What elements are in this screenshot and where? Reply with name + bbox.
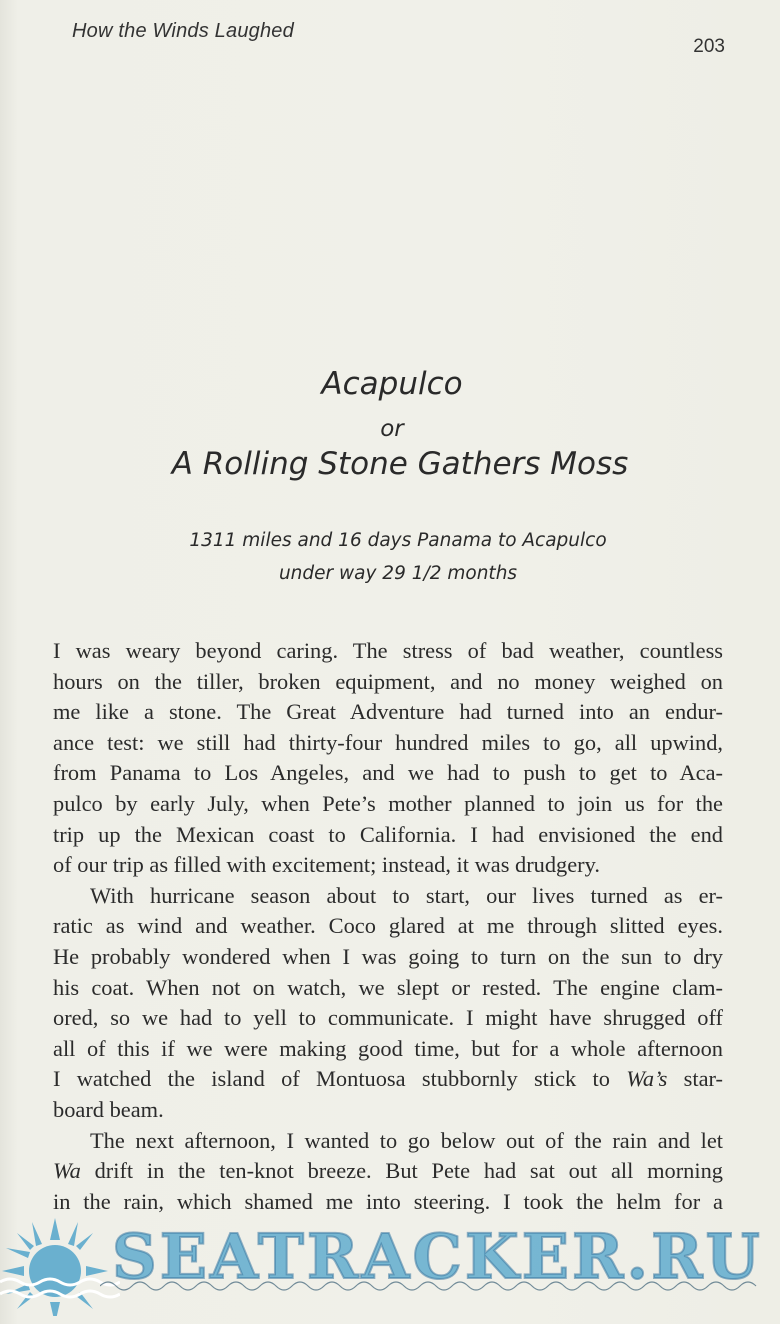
text-line: board beam. [53,1096,164,1122]
text-line: With hurricane season about to start, our lives turned as er- [90,882,723,908]
chapter-title-main: Acapulco [321,366,463,402]
text-line: all of this if we were making good time, but for a whole afternoon [53,1035,723,1061]
text-line: ratic as wind and weather. Coco glared at me through slitted eyes. [53,913,723,939]
text-segment: star- [683,1066,723,1092]
page-number: 203 [693,36,725,57]
text-line: me like a stone. The Great Adventure had turned into an endur- [53,699,723,725]
text-segment: drift in the ten-knot breeze. But Pete had sat out all morning [94,1158,723,1184]
sun-wave-icon [0,1216,120,1316]
text-line: his coat. When not on watch, we slept or rested. The engine clam- [53,974,723,1000]
text-segment: I watched the island of Montuosa stubbornly stick to [53,1066,610,1092]
boat-name: Wa [53,1158,81,1184]
boat-name: Wa’s [626,1066,668,1092]
body-text [53,636,723,1217]
text-line: ored, so we had to yell to communicate. I might have shrugged off [53,1005,723,1031]
running-head: How the Winds Laughed [72,20,294,42]
text-line [53,1064,723,1095]
text-line: trip up the Mexican coast to California. I had envisioned the end [53,821,723,847]
text-line: hours on the tiller, broken equipment, and no money weighed on [53,668,723,694]
text-line: from Panama to Los Angeles, and we had to push to get to Aca- [53,760,723,786]
text-line: of our trip as filled with excitement; instead, it was drudgery. [53,852,600,878]
text-line [53,1156,723,1187]
text-line: The next afternoon, I wanted to go below out of the rain and let [90,1127,723,1153]
watermark-text: SEATRACKER.RU [112,1220,763,1293]
text-line: He probably wondered when I was going to turn on the sun to dry [53,943,723,969]
chapter-title-alt: A Rolling Stone Gathers Moss [171,446,629,482]
text-line: in the rain, which shamed me into steering. I took the helm for a [53,1188,723,1214]
text-line: pulco by early July, when Pete’s mother planned to join us for the [53,790,723,816]
text-line: I was weary beyond caring. The stress of bad weather, countless [53,638,723,663]
chapter-title-or: or [380,416,404,442]
text-line: ance test: we still had thirty-four hundred miles to go, all upwind, [53,729,723,755]
chapter-subtitle-duration: under way 29 1/2 months [278,563,518,584]
chapter-subtitle-distance: 1311 miles and 16 days Panama to Acapulco [189,530,607,551]
